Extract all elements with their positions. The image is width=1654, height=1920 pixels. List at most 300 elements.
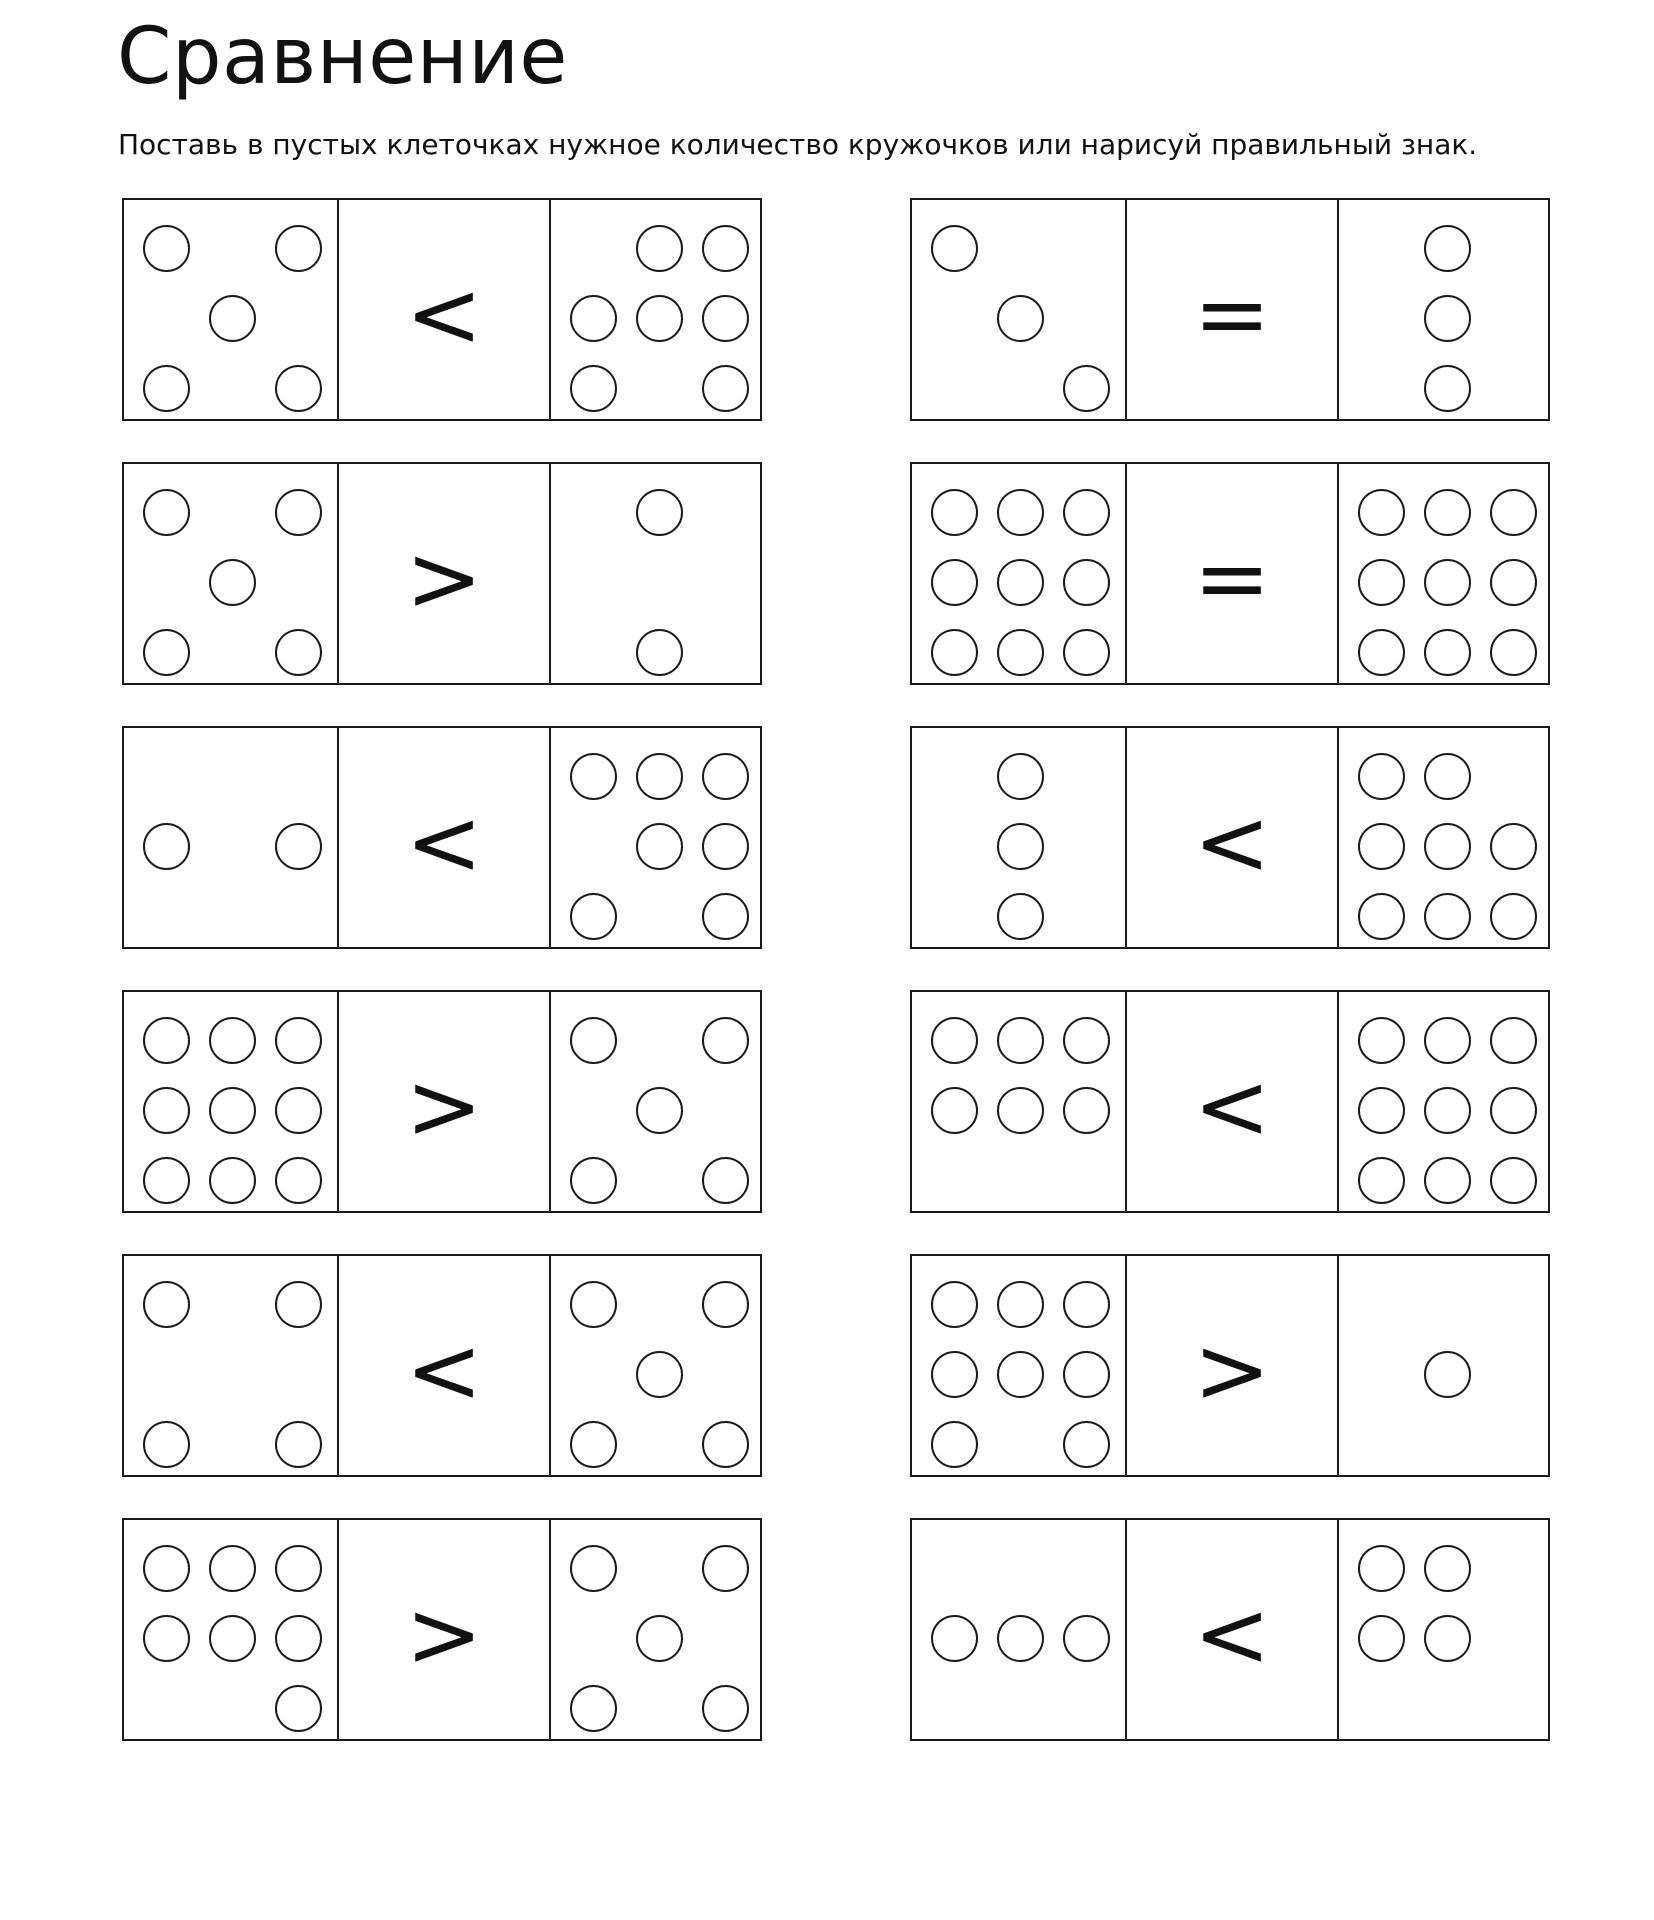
- circle-dot: [570, 1281, 617, 1328]
- circle-dot: [1424, 489, 1471, 536]
- circle-dot: [570, 1017, 617, 1064]
- circle-dot: [570, 1157, 617, 1204]
- circle-dot: [1424, 225, 1471, 272]
- dot-slot: [199, 1533, 265, 1603]
- dot-slot: [1480, 1339, 1546, 1409]
- circle-dot: [931, 1017, 978, 1064]
- dot-slot: [265, 1533, 331, 1603]
- dot-slot: [626, 477, 692, 547]
- dot-slot: [1348, 1005, 1414, 1075]
- dot-slot: [1414, 547, 1480, 617]
- circle-dot: [636, 629, 683, 676]
- circle-dot: [1358, 1087, 1405, 1134]
- comparison-sign: <: [1193, 1580, 1271, 1688]
- circle-dot: [143, 629, 190, 676]
- right-dots-cell: [1337, 992, 1550, 1211]
- dot-slot: [1348, 283, 1414, 353]
- dot-slot: [1480, 477, 1546, 547]
- dot-slot: [626, 547, 692, 617]
- left-dots-cell: [124, 728, 337, 947]
- circle-dot: [1424, 823, 1471, 870]
- dot-slot: [265, 741, 331, 811]
- circle-dot: [209, 1615, 256, 1662]
- circle-dot: [275, 1421, 322, 1468]
- dot-slot: [921, 1145, 987, 1215]
- dot-slot: [1053, 1005, 1119, 1075]
- circle-dot: [143, 1281, 190, 1328]
- circle-dot: [570, 893, 617, 940]
- dot-slot: [692, 547, 758, 617]
- circle-dot: [1490, 823, 1537, 870]
- dot-slot: [626, 1673, 692, 1743]
- dot-slot: [1414, 741, 1480, 811]
- sign-cell[interactable]: [337, 1256, 550, 1475]
- dot-slot: [1414, 1075, 1480, 1145]
- circle-dot: [931, 1281, 978, 1328]
- dot-slot: [265, 1409, 331, 1479]
- dot-grid: [133, 1533, 329, 1729]
- comparison-exercise: [122, 1254, 762, 1477]
- sign-cell[interactable]: [337, 728, 550, 947]
- dot-slot: [987, 353, 1053, 423]
- circle-dot: [570, 365, 617, 412]
- circle-dot: [1063, 629, 1110, 676]
- dot-slot: [921, 547, 987, 617]
- circle-dot: [702, 823, 749, 870]
- dot-slot: [265, 213, 331, 283]
- left-dots-cell: [124, 992, 337, 1211]
- circle-dot: [1490, 1017, 1537, 1064]
- dot-slot: [692, 1533, 758, 1603]
- sign-cell[interactable]: [1125, 464, 1338, 683]
- dot-slot: [626, 811, 692, 881]
- dot-slot: [199, 1269, 265, 1339]
- dot-slot: [1053, 477, 1119, 547]
- dot-slot: [1053, 617, 1119, 687]
- dot-slot: [560, 1673, 626, 1743]
- dot-slot: [921, 1673, 987, 1743]
- circle-dot: [143, 365, 190, 412]
- dot-slot: [921, 353, 987, 423]
- dot-slot: [133, 547, 199, 617]
- dot-grid: [560, 1005, 756, 1201]
- dot-slot: [1414, 1533, 1480, 1603]
- circle-dot: [636, 489, 683, 536]
- dot-slot: [921, 1269, 987, 1339]
- dot-slot: [626, 1603, 692, 1673]
- right-dots-cell: [1337, 200, 1550, 419]
- dot-slot: [133, 1005, 199, 1075]
- circle-dot: [1063, 559, 1110, 606]
- dot-slot: [626, 741, 692, 811]
- circle-dot: [570, 753, 617, 800]
- dot-slot: [1348, 1075, 1414, 1145]
- dot-slot: [265, 283, 331, 353]
- circle-dot: [931, 1421, 978, 1468]
- circle-dot: [570, 1545, 617, 1592]
- dot-slot: [1053, 741, 1119, 811]
- dot-slot: [692, 1075, 758, 1145]
- dot-slot: [265, 477, 331, 547]
- dot-slot: [133, 477, 199, 547]
- dot-slot: [1348, 1409, 1414, 1479]
- dot-slot: [692, 811, 758, 881]
- dot-slot: [987, 1673, 1053, 1743]
- dot-grid: [560, 477, 756, 673]
- dot-slot: [199, 1603, 265, 1673]
- right-dots-cell: [549, 1256, 762, 1475]
- circle-dot: [1063, 1017, 1110, 1064]
- dot-slot: [133, 283, 199, 353]
- right-dots-cell: [549, 464, 762, 683]
- dot-slot: [987, 1145, 1053, 1215]
- circle-dot: [143, 1615, 190, 1662]
- dot-slot: [987, 1339, 1053, 1409]
- circle-dot: [636, 823, 683, 870]
- dot-slot: [265, 353, 331, 423]
- dot-slot: [560, 547, 626, 617]
- dot-grid: [1348, 741, 1544, 937]
- dot-slot: [560, 353, 626, 423]
- dot-slot: [560, 1075, 626, 1145]
- dot-slot: [692, 213, 758, 283]
- comparison-sign: >: [405, 1052, 483, 1160]
- dot-slot: [987, 213, 1053, 283]
- dot-slot: [1480, 1603, 1546, 1673]
- dot-grid: [133, 213, 329, 409]
- circle-dot: [1063, 1351, 1110, 1398]
- dot-slot: [692, 283, 758, 353]
- dot-slot: [987, 283, 1053, 353]
- dot-slot: [1480, 1269, 1546, 1339]
- sign-cell[interactable]: [1125, 200, 1338, 419]
- dot-slot: [265, 1339, 331, 1409]
- comparison-exercise: [910, 462, 1550, 685]
- circle-dot: [997, 559, 1044, 606]
- dot-slot: [626, 1269, 692, 1339]
- circle-dot: [1424, 559, 1471, 606]
- sign-cell[interactable]: [1125, 728, 1338, 947]
- dot-slot: [1348, 617, 1414, 687]
- circle-dot: [997, 1615, 1044, 1662]
- right-dots-cell: [1337, 1520, 1550, 1739]
- circle-dot: [275, 225, 322, 272]
- dot-slot: [199, 617, 265, 687]
- dot-slot: [987, 1075, 1053, 1145]
- circle-dot: [1358, 559, 1405, 606]
- dot-slot: [265, 547, 331, 617]
- dot-slot: [1053, 1409, 1119, 1479]
- circle-dot: [636, 753, 683, 800]
- dot-slot: [921, 283, 987, 353]
- circle-dot: [1490, 559, 1537, 606]
- dot-slot: [1053, 1145, 1119, 1215]
- left-dots-cell: [912, 728, 1125, 947]
- circle-dot: [275, 629, 322, 676]
- comparison-exercise: [910, 1518, 1550, 1741]
- circle-dot: [1063, 365, 1110, 412]
- dot-grid: [921, 1005, 1117, 1201]
- dot-slot: [265, 1145, 331, 1215]
- dot-slot: [921, 477, 987, 547]
- circle-dot: [931, 1087, 978, 1134]
- circle-dot: [143, 225, 190, 272]
- dot-slot: [921, 1533, 987, 1603]
- circle-dot: [702, 295, 749, 342]
- dot-slot: [560, 1409, 626, 1479]
- comparison-sign: <: [405, 260, 483, 368]
- dot-slot: [626, 1075, 692, 1145]
- circle-dot: [1358, 1157, 1405, 1204]
- dot-grid: [133, 1005, 329, 1201]
- dot-slot: [199, 477, 265, 547]
- dot-slot: [1348, 1339, 1414, 1409]
- circle-dot: [143, 1017, 190, 1064]
- dot-slot: [1480, 1145, 1546, 1215]
- dot-grid: [133, 477, 329, 673]
- dot-slot: [1348, 741, 1414, 811]
- dot-slot: [1348, 353, 1414, 423]
- circle-dot: [1358, 893, 1405, 940]
- dot-grid: [921, 1269, 1117, 1465]
- dot-slot: [1480, 283, 1546, 353]
- dot-slot: [1414, 283, 1480, 353]
- circle-dot: [275, 1545, 322, 1592]
- circle-dot: [702, 1421, 749, 1468]
- right-dots-cell: [1337, 1256, 1550, 1475]
- dot-slot: [133, 1145, 199, 1215]
- dot-slot: [692, 1409, 758, 1479]
- left-dots-cell: [124, 1256, 337, 1475]
- dot-slot: [1053, 1339, 1119, 1409]
- dot-grid: [921, 741, 1117, 937]
- dot-slot: [626, 1005, 692, 1075]
- dot-slot: [1414, 353, 1480, 423]
- sign-cell[interactable]: [337, 992, 550, 1211]
- dot-slot: [1348, 1269, 1414, 1339]
- dot-grid: [133, 741, 329, 937]
- comparison-exercise: [122, 1518, 762, 1741]
- dot-slot: [1480, 213, 1546, 283]
- comparison-sign: >: [1193, 1316, 1271, 1424]
- comparison-sign: <: [1193, 788, 1271, 896]
- dot-slot: [1480, 1005, 1546, 1075]
- dot-slot: [1480, 881, 1546, 951]
- dot-slot: [133, 741, 199, 811]
- circle-dot: [702, 1017, 749, 1064]
- dot-slot: [1414, 1269, 1480, 1339]
- circle-dot: [209, 295, 256, 342]
- left-dots-cell: [124, 200, 337, 419]
- dot-grid: [1348, 213, 1544, 409]
- circle-dot: [1424, 753, 1471, 800]
- circle-dot: [931, 629, 978, 676]
- dot-slot: [1348, 1603, 1414, 1673]
- dot-slot: [1480, 1409, 1546, 1479]
- circle-dot: [143, 489, 190, 536]
- dot-slot: [199, 881, 265, 951]
- dot-slot: [692, 881, 758, 951]
- sign-cell[interactable]: [337, 1520, 550, 1739]
- sign-cell[interactable]: [1125, 1256, 1338, 1475]
- dot-slot: [199, 1005, 265, 1075]
- dot-slot: [1414, 1005, 1480, 1075]
- circle-dot: [1490, 893, 1537, 940]
- dot-grid: [921, 1533, 1117, 1729]
- circle-dot: [1424, 1545, 1471, 1592]
- dot-slot: [133, 353, 199, 423]
- dot-slot: [692, 1269, 758, 1339]
- circle-dot: [143, 1545, 190, 1592]
- circle-dot: [143, 823, 190, 870]
- circle-dot: [636, 1615, 683, 1662]
- circle-dot: [997, 753, 1044, 800]
- circle-dot: [209, 1017, 256, 1064]
- comparison-exercise: [910, 726, 1550, 949]
- comparison-exercise: [122, 462, 762, 685]
- circle-dot: [209, 1545, 256, 1592]
- dot-slot: [626, 1533, 692, 1603]
- dot-grid: [1348, 1005, 1544, 1201]
- circle-dot: [275, 823, 322, 870]
- dot-slot: [1348, 881, 1414, 951]
- circle-dot: [702, 1157, 749, 1204]
- dot-slot: [626, 1409, 692, 1479]
- circle-dot: [1063, 489, 1110, 536]
- dot-slot: [1348, 1673, 1414, 1743]
- circle-dot: [1063, 1281, 1110, 1328]
- dot-slot: [199, 283, 265, 353]
- dot-slot: [1348, 547, 1414, 617]
- dot-slot: [1480, 811, 1546, 881]
- dot-slot: [560, 741, 626, 811]
- dot-slot: [1348, 811, 1414, 881]
- circle-dot: [931, 1351, 978, 1398]
- dot-slot: [133, 1603, 199, 1673]
- dot-slot: [560, 1145, 626, 1215]
- dot-slot: [133, 1269, 199, 1339]
- dot-slot: [987, 1603, 1053, 1673]
- circle-dot: [1358, 1615, 1405, 1662]
- dot-slot: [921, 213, 987, 283]
- dot-slot: [921, 881, 987, 951]
- dot-slot: [987, 1409, 1053, 1479]
- dot-slot: [199, 1409, 265, 1479]
- comparison-exercise: [122, 198, 762, 421]
- comparison-sign: =: [1193, 524, 1271, 632]
- circle-dot: [143, 1157, 190, 1204]
- dot-slot: [560, 477, 626, 547]
- left-dots-cell: [124, 1520, 337, 1739]
- circle-dot: [997, 295, 1044, 342]
- sign-cell[interactable]: [1125, 992, 1338, 1211]
- circle-dot: [275, 1017, 322, 1064]
- circle-dot: [1490, 489, 1537, 536]
- dot-slot: [199, 811, 265, 881]
- comparison-exercise: [122, 990, 762, 1213]
- comparison-sign: >: [405, 1580, 483, 1688]
- circle-dot: [997, 1281, 1044, 1328]
- dot-slot: [1414, 1603, 1480, 1673]
- circle-dot: [702, 1685, 749, 1732]
- circle-dot: [1358, 753, 1405, 800]
- dot-grid: [560, 213, 756, 409]
- circle-dot: [275, 1615, 322, 1662]
- circle-dot: [1063, 1087, 1110, 1134]
- dot-slot: [199, 353, 265, 423]
- left-dots-cell: [912, 200, 1125, 419]
- dot-grid: [1348, 477, 1544, 673]
- dot-slot: [692, 353, 758, 423]
- dot-slot: [133, 881, 199, 951]
- dot-slot: [692, 477, 758, 547]
- dot-slot: [265, 811, 331, 881]
- dot-slot: [987, 741, 1053, 811]
- circle-dot: [997, 629, 1044, 676]
- circle-dot: [275, 1281, 322, 1328]
- circle-dot: [931, 225, 978, 272]
- dot-grid: [560, 1269, 756, 1465]
- dot-slot: [1053, 1533, 1119, 1603]
- sign-cell[interactable]: [337, 464, 550, 683]
- dot-slot: [265, 1603, 331, 1673]
- dot-slot: [1348, 1145, 1414, 1215]
- dot-slot: [265, 1075, 331, 1145]
- dot-slot: [560, 881, 626, 951]
- dot-slot: [1053, 213, 1119, 283]
- circle-dot: [997, 1351, 1044, 1398]
- dot-slot: [560, 213, 626, 283]
- comparison-exercise: [910, 990, 1550, 1213]
- dot-slot: [626, 1339, 692, 1409]
- dot-slot: [921, 741, 987, 811]
- circle-dot: [702, 893, 749, 940]
- circle-dot: [1424, 1017, 1471, 1064]
- dot-slot: [1053, 1603, 1119, 1673]
- dot-slot: [199, 741, 265, 811]
- circle-dot: [997, 1017, 1044, 1064]
- dot-slot: [1480, 1533, 1546, 1603]
- circle-dot: [636, 1351, 683, 1398]
- dot-slot: [692, 1145, 758, 1215]
- dot-slot: [1414, 1673, 1480, 1743]
- dot-slot: [921, 811, 987, 881]
- circle-dot: [702, 753, 749, 800]
- circle-dot: [1358, 1545, 1405, 1592]
- right-dots-cell: [549, 1520, 762, 1739]
- circle-dot: [1063, 1421, 1110, 1468]
- comparison-exercise: [910, 1254, 1550, 1477]
- dot-grid: [1348, 1533, 1544, 1729]
- dot-slot: [560, 811, 626, 881]
- dot-grid: [133, 1269, 329, 1465]
- dot-slot: [692, 741, 758, 811]
- dot-slot: [987, 1269, 1053, 1339]
- dot-slot: [626, 353, 692, 423]
- circle-dot: [702, 225, 749, 272]
- dot-slot: [1053, 811, 1119, 881]
- comparison-sign: <: [405, 788, 483, 896]
- dot-slot: [1414, 1409, 1480, 1479]
- dot-slot: [921, 1005, 987, 1075]
- circle-dot: [1424, 295, 1471, 342]
- sign-cell[interactable]: [337, 200, 550, 419]
- sign-cell[interactable]: [1125, 1520, 1338, 1739]
- dot-slot: [560, 1603, 626, 1673]
- dot-slot: [199, 1673, 265, 1743]
- dot-slot: [199, 1075, 265, 1145]
- dot-slot: [1480, 353, 1546, 423]
